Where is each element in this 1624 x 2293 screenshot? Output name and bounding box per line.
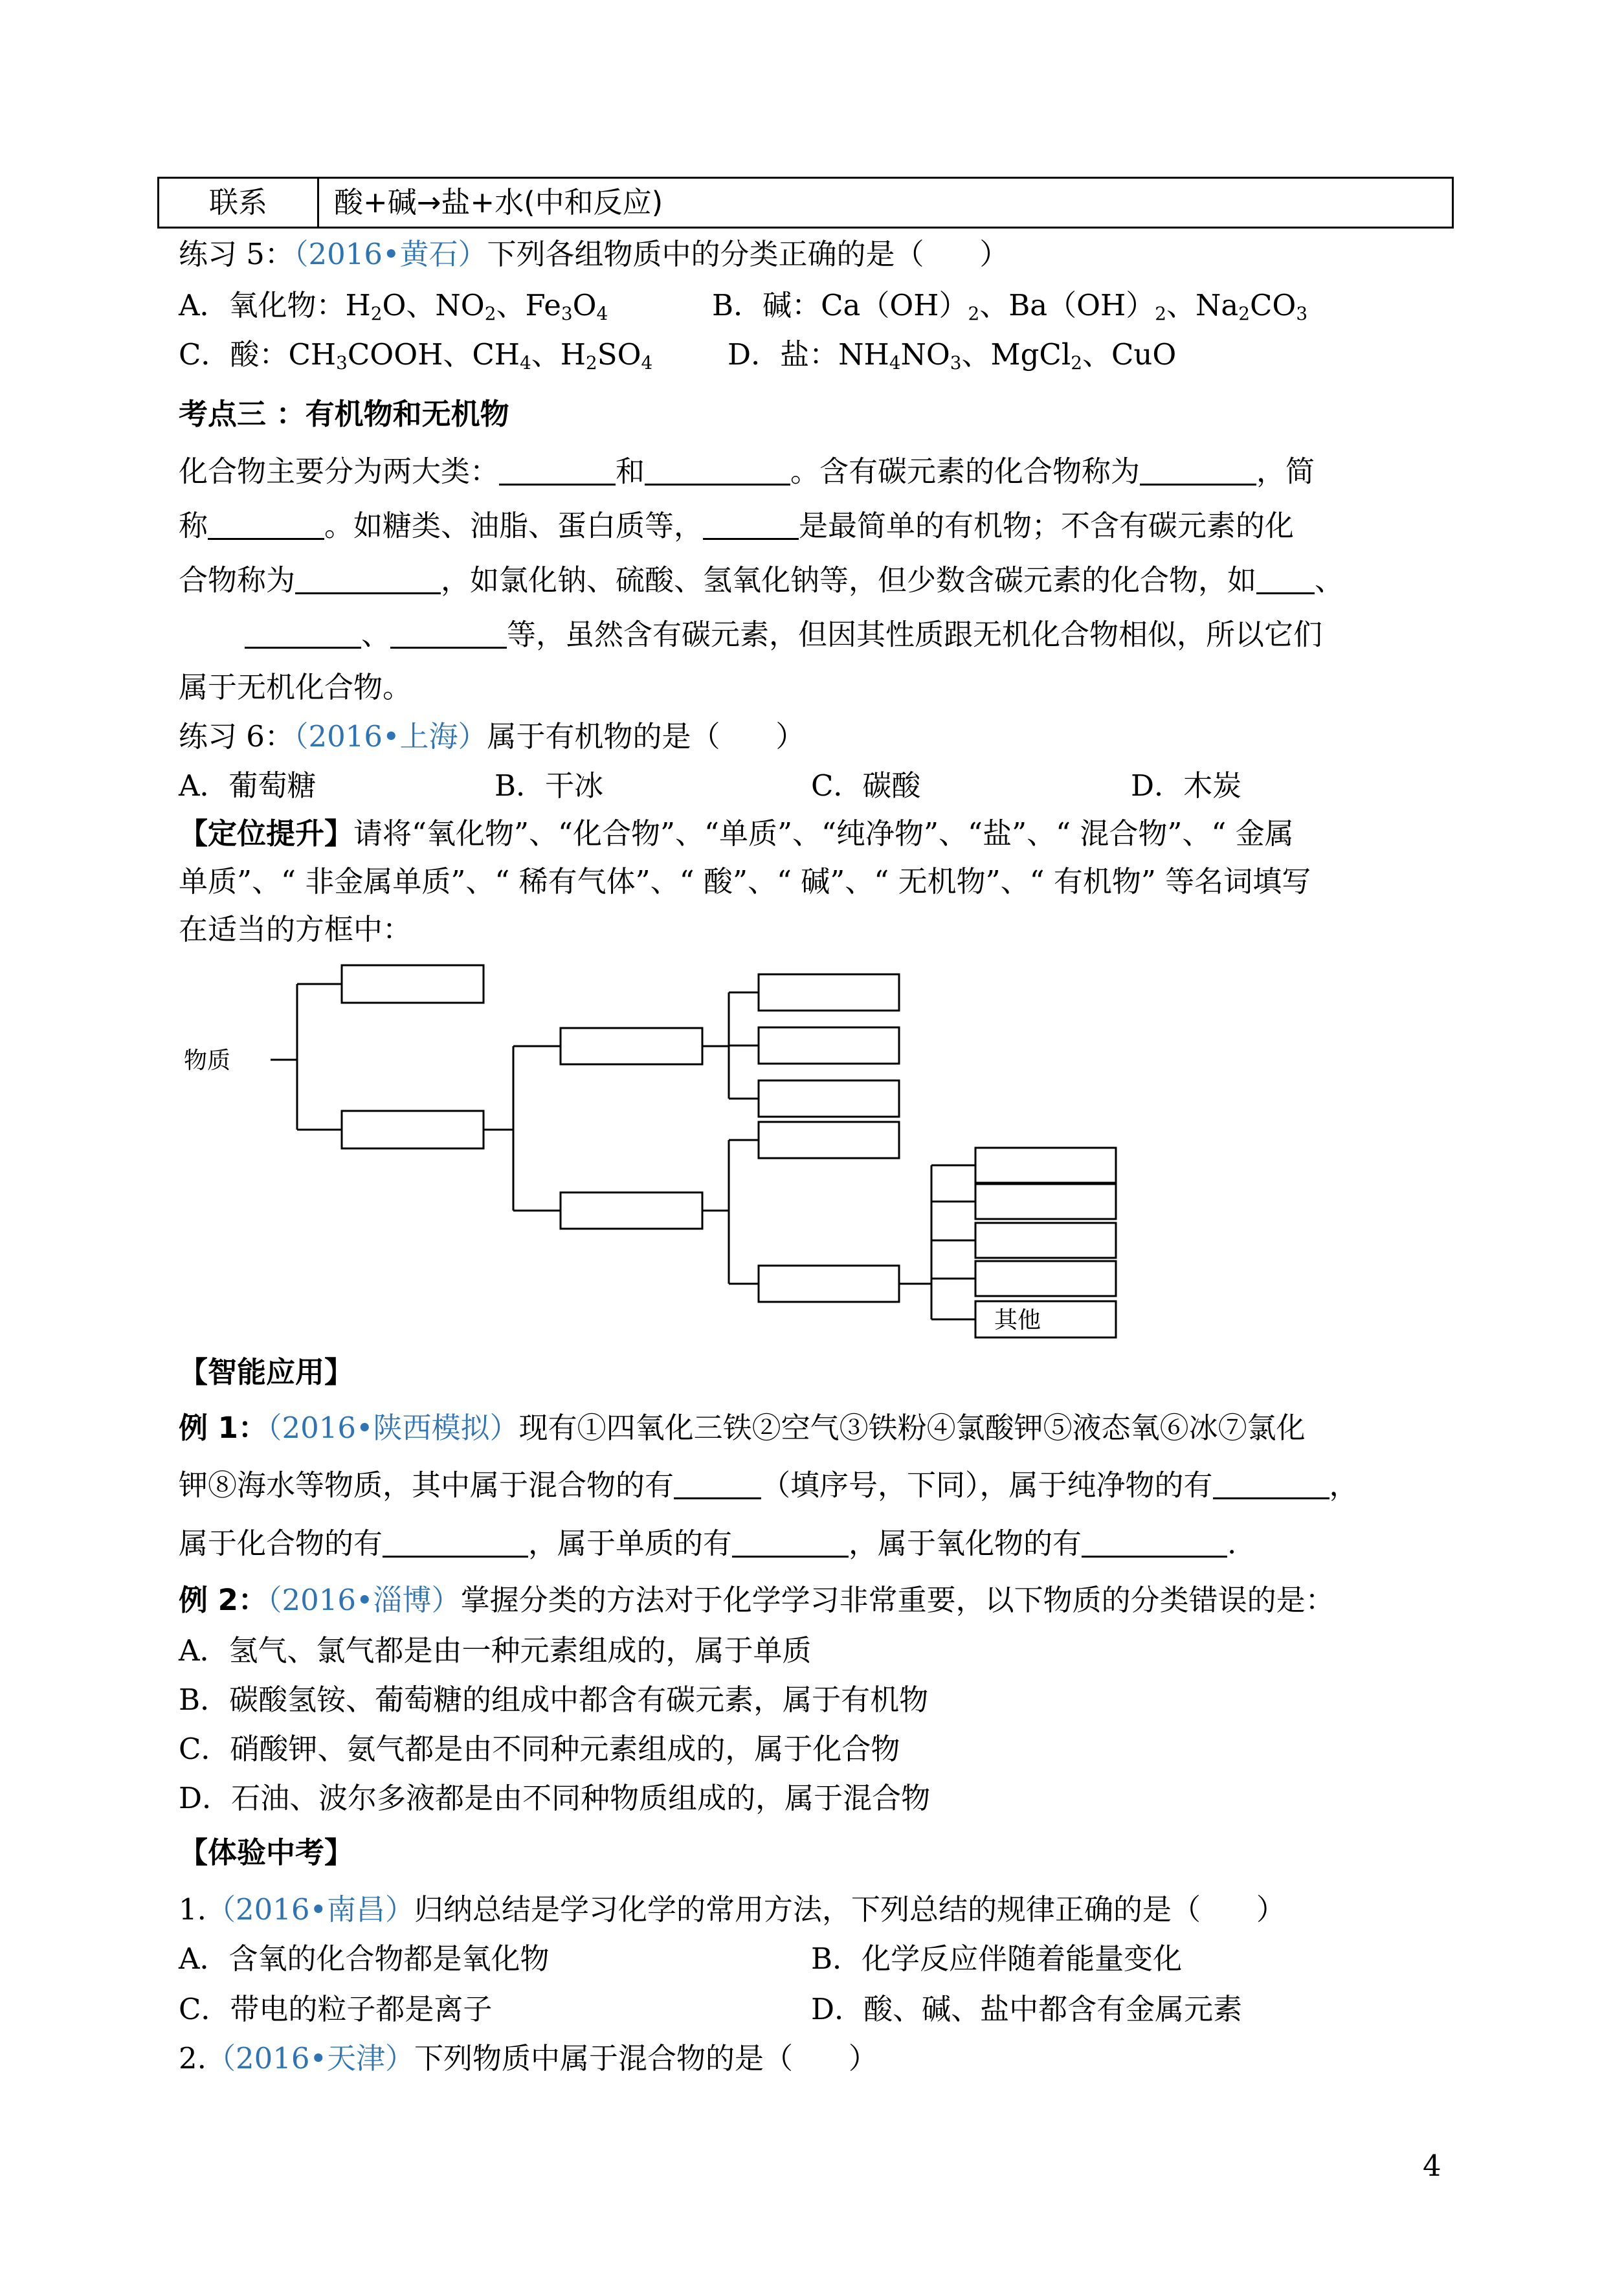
text: 属于化合物的有 [179,1526,383,1561]
text: 。如糖类、油脂、蛋白质等， [324,508,704,543]
formula: Fe [525,288,561,322]
diagram-box[interactable] [759,974,899,1011]
diagram-box[interactable] [975,1148,1116,1183]
fill-blank[interactable] [674,1468,761,1499]
dingwei-line: 单质”、“ 非金属单质”、“ 稀有气体”、“ 酸”、“ 碱”、“ 无机物”、“ 有机物” 等名词填写 [179,864,1311,899]
example-2-option[interactable]: A．氢气、氯气都是由一种元素组成的，属于单质 [179,1633,812,1668]
formula: NH [838,337,889,372]
text: ，属于氧化物的有 [849,1526,1082,1561]
question-1-option[interactable]: D．酸、碱、盐中都含有金属元素 [811,1992,1243,2026]
exercise-6-option[interactable]: B．干冰 [495,768,604,803]
question-1-option[interactable]: B．化学反应伴随着能量变化 [811,1941,1183,1976]
text: ， [1329,1468,1359,1503]
text: 化合物主要分为两大类： [179,454,500,489]
example-2-question [179,1583,1335,1617]
table-cell-label: 联系 [159,179,319,227]
exercise-6-option[interactable]: C．碳酸 [811,768,921,803]
section-label: 【定位提升】 [179,816,354,851]
formula: 、MgCl [961,337,1071,372]
example-2-option[interactable]: C．硝酸钾、氨气都是由不同种元素组成的，属于化合物 [179,1732,900,1766]
text: ，属于单质的有 [528,1526,733,1561]
exercise-source: （2016•上海） [293,719,487,754]
question-text: 属于有机物的是（ ） [487,719,805,754]
text: 称 [179,508,208,543]
text: 。含有碳元素的化合物称为 [790,454,1140,489]
subscript: 2 [484,302,496,324]
diagram-root-label: 物质 [184,1047,231,1074]
example-label: 例 1： [179,1411,267,1445]
fill-blank[interactable] [1213,1468,1329,1499]
question-1-option[interactable]: A．含氧的化合物都是氧化物 [179,1941,550,1976]
example-2-option[interactable]: B．碳酸氢铵、葡萄糖的组成中都含有碳元素，属于有机物 [179,1683,929,1717]
exercise-source: （2016•黄石） [293,237,487,271]
table-cell-content: 酸+碱→盐+水(中和反应) [334,185,663,219]
diagram-box[interactable] [561,1028,702,1064]
subscript: 3 [336,352,348,374]
text: ，简 [1256,454,1315,489]
diagram-box[interactable] [342,965,484,1003]
diagram-box[interactable] [759,1266,899,1302]
fill-blank[interactable] [732,1527,849,1558]
text: 等，虽然含有碳元素，但因其性质跟无机化合物相似，所以它们 [507,617,1323,652]
text: 钾⑧海水等物质，其中属于混合物的有 [179,1468,674,1503]
text: 现有①四氧化三铁②空气③铁粉④氯酸钾⑤液态氧⑥冰⑦氯化 [518,1411,1306,1445]
example-source: （2016•陕西模拟） [267,1411,519,1445]
diagram-box[interactable] [975,1223,1116,1258]
text: . [1227,1526,1237,1561]
text: ，如氯化钠、硫酸、氢氧化钠等，但少数含碳元素的化合物，如 [441,563,1257,598]
formula: O、 [382,288,436,322]
fill-blank[interactable] [1082,1527,1227,1558]
question-1-option[interactable]: C．带电的粒子都是离子 [179,1992,493,2026]
subscript: 4 [889,352,901,374]
formula: 、H [531,337,586,372]
text: 、 [361,617,391,652]
subscript: 3 [1296,302,1308,324]
formula: CO [1250,288,1296,322]
subscript: 2 [1071,352,1082,374]
question-text: 下列物质中属于混合物的是（ ） [414,2041,878,2075]
diagram-box[interactable] [342,1111,484,1148]
example-1-line [179,1411,1306,1445]
subscript: 2 [1238,302,1250,324]
subscript: 3 [950,352,962,374]
subscript: 4 [641,352,653,374]
formula: COOH、CH [347,337,520,372]
diagram-box[interactable] [975,1184,1116,1219]
diagram-box[interactable] [975,1261,1116,1296]
formula: NO [435,288,485,322]
subscript: 4 [520,352,531,374]
text: 是最简单的有机物；不含有碳元素的化 [799,508,1295,543]
exercise-6-option[interactable]: D．木炭 [1131,768,1242,803]
text: 合物称为 [179,563,296,598]
formula: O [572,288,597,322]
question-text: 掌握分类的方法对于化学学习非常重要，以下物质的分类错误的是： [460,1583,1335,1617]
option-label: D．盐： [728,337,839,372]
question-text: 下列各组物质中的分类正确的是（ ） [487,237,1009,271]
option-label: C．酸： [179,337,289,372]
section-title: 【体验中考】 [179,1835,354,1870]
subscript: 2 [586,352,597,374]
diagram-box[interactable] [759,1027,899,1064]
diagram-box[interactable] [759,1122,899,1158]
formula: SO [597,337,641,372]
exercise-label: 练习 5： [179,237,294,271]
page-number: 4 [1423,2149,1441,2183]
text: 、 [1315,563,1344,598]
paragraph-line: 属于无机化合物。 [179,670,412,704]
example-1-line [179,1527,1236,1560]
example-1-line [179,1468,1359,1502]
example-label: 例 2： [179,1583,267,1617]
example-source: （2016•淄博） [267,1583,461,1617]
subscript: 3 [561,302,573,324]
formula: 、Ba（OH） [979,288,1155,322]
diagram-other-label: 其他 [994,1307,1041,1334]
subscript: 4 [596,302,608,324]
subscript: 2 [370,302,383,324]
question-number: 1. [179,1892,206,1927]
question-source: （2016•南昌） [206,1892,415,1927]
formula: H [345,288,371,322]
option-label: B．碱： [712,288,821,322]
formula: CH [288,337,337,372]
question-source: （2016•天津） [206,2041,415,2075]
exercise-label: 练习 6： [179,719,294,754]
fill-blank[interactable] [383,1527,528,1558]
question-1 [179,1893,1285,1927]
diagram-box[interactable] [561,1192,702,1229]
exercise-6-option[interactable]: A．葡萄糖 [179,768,317,803]
formula: NO [900,337,950,372]
formula: 、CuO [1082,337,1177,372]
formula: 、 [496,288,526,322]
question-number: 2. [179,2041,206,2075]
section-title: 【智能应用】 [179,1355,354,1389]
text: 请将“氧化物”、“化合物”、“单质”、“纯净物”、“盐”、“ 混合物”、“ 金属 [353,816,1294,851]
diagram-box[interactable] [759,1080,899,1117]
dingwei-line: 在适当的方框中： [179,912,412,946]
subscript: 2 [968,302,980,324]
formula: Ca（OH） [821,288,968,322]
option-label: A．氧化物： [179,288,346,322]
subscript: 2 [1155,302,1167,324]
example-2-option[interactable]: D．石油、波尔多液都是由不同种物质组成的，属于混合物 [179,1781,931,1815]
section-title: 考点三 ：有机物和无机物 [179,397,509,431]
text: （填序号，下同），属于纯净物的有 [761,1468,1213,1503]
question-2 [179,2042,878,2075]
formula: 、Na [1166,288,1239,322]
text: 和 [616,454,645,489]
question-text: 归纳总结是学习化学的常用方法，下列总结的规律正确的是（ ） [414,1892,1285,1927]
